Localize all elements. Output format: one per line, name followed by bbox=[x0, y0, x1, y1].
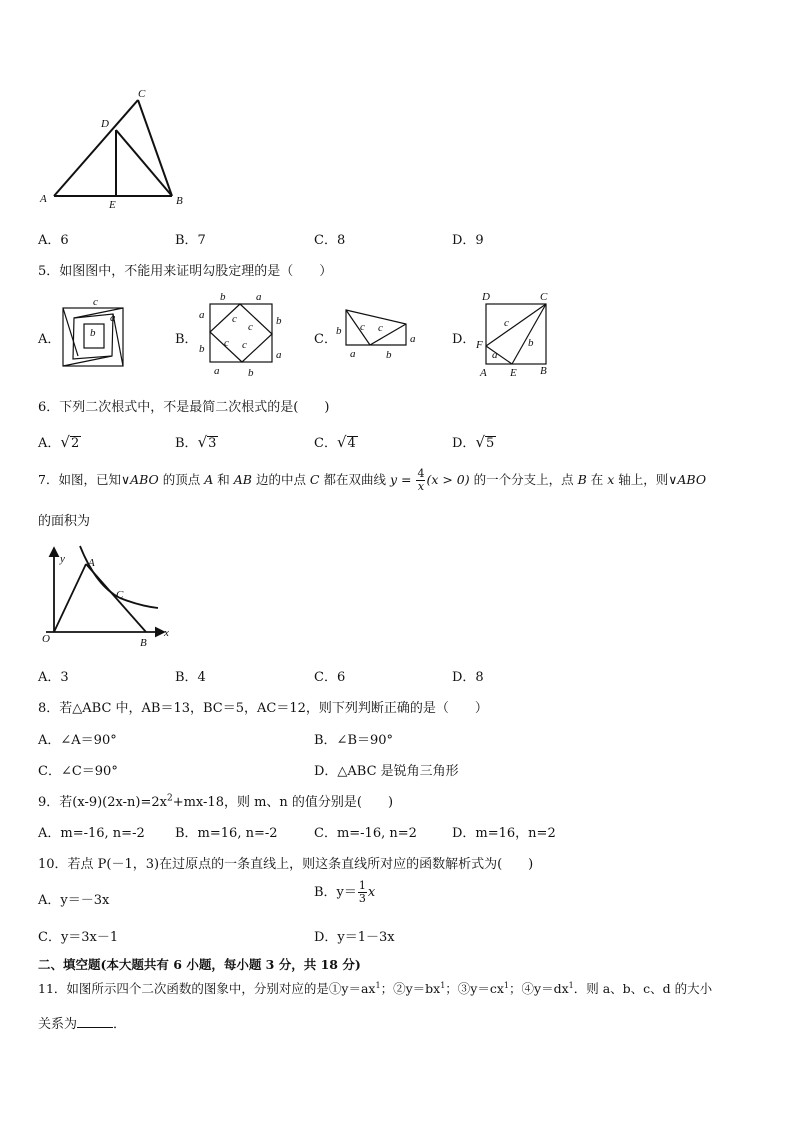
q6-option-c-radicand: 4 bbox=[347, 436, 356, 451]
q7-text-1: 7．如图，已知∨ bbox=[38, 472, 131, 487]
q6-option-b-letter: B． bbox=[175, 436, 198, 451]
q9-option-a[interactable]: A．m=-16, n=-2 bbox=[38, 826, 145, 841]
q9-stem-post: +mx-18，则 m、n 的值分别是( ) bbox=[172, 795, 394, 810]
q9-stem bbox=[38, 791, 393, 810]
q11-text-1: 11．如图所示四个二次函数的图象中，分别对应的是①y＝ax bbox=[38, 981, 376, 996]
q9-option-b[interactable]: B．m=16, n=-2 bbox=[175, 826, 278, 841]
q4-option-b[interactable]: B．7 bbox=[175, 233, 206, 248]
q10-option-a[interactable]: A．y＝－3x bbox=[38, 893, 110, 908]
q5d-label-e: E bbox=[510, 367, 517, 379]
q9-option-c[interactable]: C．m=-16, n=2 bbox=[314, 826, 417, 841]
sqrt-icon: √ bbox=[197, 433, 208, 451]
q11-sup-3: 1 bbox=[503, 980, 510, 990]
q10-option-b-pre: B．y＝ bbox=[314, 885, 357, 900]
q5c-label-c2: c bbox=[378, 322, 383, 334]
q8-option-a[interactable]: A．∠A＝90° bbox=[38, 733, 117, 748]
q7-abo-2: ABO bbox=[677, 472, 707, 487]
q10-option-b-fraction bbox=[358, 880, 367, 905]
q5-option-d[interactable]: D． bbox=[452, 332, 476, 347]
q8-stem: 8．若△ABC 中，AB＝13，BC＝5，AC＝12，则下列判断正确的是（ ） bbox=[38, 701, 488, 716]
q6-option-a[interactable] bbox=[38, 432, 81, 451]
q7-text-2: 的顶点 bbox=[158, 472, 205, 487]
q5b-label-right-a: a bbox=[276, 349, 282, 361]
q7-x: x bbox=[607, 472, 615, 487]
q6-option-d-letter: D． bbox=[452, 436, 476, 451]
q7-stem-line2: 的面积为 bbox=[38, 514, 91, 529]
q5-figure-a bbox=[62, 296, 126, 370]
q7-segment-ab: AB bbox=[233, 472, 252, 487]
q10-option-b-post: x bbox=[367, 885, 376, 900]
q5-figure-b bbox=[196, 288, 286, 380]
q6-option-c-letter: C． bbox=[314, 436, 337, 451]
q5-figure-c bbox=[334, 300, 424, 364]
q5d-label-a: a bbox=[492, 349, 498, 361]
q5-option-b[interactable]: B． bbox=[175, 332, 198, 347]
q5c-label-c1: c bbox=[360, 321, 365, 333]
q11-text-5: ．则 a、b、c、d 的大小 bbox=[573, 981, 713, 996]
q7-label-x: x bbox=[164, 627, 169, 639]
q6-option-b[interactable] bbox=[175, 432, 218, 451]
q10-option-b[interactable] bbox=[314, 880, 375, 905]
q8-option-d[interactable]: D．△ABC 是锐角三角形 bbox=[314, 764, 459, 779]
q5a-label-c: c bbox=[93, 296, 98, 308]
q7-point-c: C bbox=[309, 472, 320, 487]
q7-stem-line1 bbox=[38, 468, 706, 493]
q7-frac-den: x bbox=[417, 480, 425, 493]
q7-text-8: 轴上，则∨ bbox=[614, 472, 678, 487]
q10-stem: 10．若点 P(－1，3)在过原点的一条直线上，则这条直线所对应的函数解析式为( ) bbox=[38, 857, 534, 872]
q5b-label-c1: c bbox=[232, 313, 237, 325]
q11-sup-2: 1 bbox=[440, 980, 446, 990]
q6-option-d-radicand: 5 bbox=[486, 436, 495, 451]
q11-text-4: ；④y＝dx bbox=[509, 981, 569, 996]
q7-label-y: y bbox=[60, 553, 65, 565]
q4-option-d[interactable]: D．9 bbox=[452, 233, 484, 248]
q7-condition: (x > 0) bbox=[426, 472, 470, 487]
q7-point-a: A bbox=[204, 472, 214, 487]
q7-option-d[interactable]: D．8 bbox=[452, 670, 484, 685]
q5d-label-b-point: B bbox=[540, 365, 547, 377]
q8-option-b[interactable]: B．∠B＝90° bbox=[314, 733, 394, 748]
q5c-label-b-bottom: b bbox=[386, 349, 392, 361]
q5b-label-bottom-b: b bbox=[248, 367, 254, 379]
q7-text-7: 在 bbox=[586, 472, 608, 487]
q7-hyperbola-figure bbox=[36, 540, 176, 650]
q5b-label-right-b: b bbox=[276, 315, 282, 327]
q7-point-b: B bbox=[577, 472, 587, 487]
q11-stem-line1 bbox=[38, 979, 712, 997]
q5b-label-top-b: b bbox=[220, 291, 226, 303]
q11-sup-4: 1 bbox=[568, 980, 574, 990]
q5-stem: 5．如图图中，不能用来证明勾股定理的是（ ） bbox=[38, 264, 333, 279]
q6-option-d[interactable] bbox=[452, 432, 496, 451]
q7-label-c: C bbox=[116, 589, 124, 601]
q5b-label-left-b: b bbox=[199, 343, 205, 355]
sqrt-icon: √ bbox=[60, 433, 70, 451]
q7-frac-num: 4 bbox=[417, 467, 425, 480]
q6-option-c[interactable] bbox=[314, 432, 358, 451]
q7-option-a[interactable]: A．3 bbox=[38, 670, 69, 685]
q5-option-a[interactable]: A． bbox=[38, 332, 61, 347]
q11-line2-post: ． bbox=[113, 1017, 127, 1032]
q7-text-3: 和 bbox=[213, 472, 234, 487]
q11-line2-pre: 关系为 bbox=[38, 1017, 78, 1032]
q11-text-3: ；③y＝cx bbox=[445, 981, 504, 996]
q7-text-4: 边的中点 bbox=[251, 472, 310, 487]
q5a-label-b: b bbox=[90, 327, 96, 339]
q5d-label-f: F bbox=[476, 339, 483, 351]
q5d-label-c-point: C bbox=[540, 291, 548, 303]
sqrt-icon: √ bbox=[475, 433, 485, 451]
q5d-label-d: D bbox=[482, 291, 490, 303]
q5-figure-d bbox=[474, 288, 560, 380]
q4-triangle-figure bbox=[38, 86, 198, 211]
q10-frac-num: 1 bbox=[358, 879, 366, 892]
section-2-heading: 二、填空题(本大题共有 6 小题，每小题 3 分，共 18 分) bbox=[38, 957, 361, 972]
q10-option-d[interactable]: D．y＝1－3x bbox=[314, 930, 395, 945]
q7-abo-1: ABO bbox=[130, 472, 159, 487]
q7-fraction bbox=[416, 468, 425, 493]
q9-stem-pre: 9．若(x-9)(2x-n)=2x bbox=[38, 795, 167, 810]
q5b-label-c3: c bbox=[224, 337, 229, 349]
q4-label-c: C bbox=[138, 88, 146, 100]
q10-option-c[interactable]: C．y＝3x－1 bbox=[38, 930, 119, 945]
q4-label-d: D bbox=[101, 118, 109, 130]
q5-option-c[interactable]: C． bbox=[314, 332, 337, 347]
q7-text-5: 都在双曲线 bbox=[319, 472, 390, 487]
q5d-label-b: b bbox=[528, 337, 534, 349]
q6-option-a-letter: A． bbox=[38, 436, 61, 451]
q7-label-o: O bbox=[42, 633, 50, 645]
q7-text-6: 的一个分支上，点 bbox=[469, 472, 578, 487]
q4-option-c[interactable]: C．8 bbox=[314, 233, 346, 248]
q7-option-b[interactable]: B．4 bbox=[175, 670, 206, 685]
q11-stem-line2 bbox=[38, 1013, 126, 1032]
q11-text-2: ；②y＝bx bbox=[380, 981, 441, 996]
q5d-label-c: c bbox=[504, 317, 509, 329]
q5c-label-a-bottom: a bbox=[350, 348, 356, 360]
sqrt-icon: √ bbox=[336, 433, 347, 451]
q7-label-b: B bbox=[140, 637, 147, 649]
q4-label-b: B bbox=[176, 195, 183, 207]
q6-option-b-radicand: 3 bbox=[208, 436, 217, 451]
q5b-label-top-a: a bbox=[256, 291, 262, 303]
q5d-label-a-point: A bbox=[480, 367, 487, 379]
q11-sup-1: 1 bbox=[375, 980, 381, 990]
q9-superscript: 2 bbox=[166, 793, 173, 804]
q6-option-a-radicand: 2 bbox=[70, 436, 80, 451]
q5b-label-left-a: a bbox=[199, 309, 205, 321]
q7-label-a: A bbox=[88, 557, 95, 569]
q7-y: y bbox=[389, 472, 398, 487]
q8-option-c[interactable]: C．∠C＝90° bbox=[38, 764, 118, 779]
q5c-label-b: b bbox=[336, 325, 342, 337]
q4-label-a: A bbox=[40, 193, 47, 205]
q10-frac-den: 3 bbox=[358, 892, 366, 905]
q11-answer-blank[interactable] bbox=[77, 1015, 113, 1028]
q5a-label-a: a bbox=[110, 312, 116, 324]
q7-option-c[interactable]: C．6 bbox=[314, 670, 346, 685]
q7-eq: = bbox=[397, 472, 416, 487]
q4-option-a[interactable]: A．6 bbox=[38, 233, 69, 248]
q9-option-d[interactable]: D．m=16，n=2 bbox=[452, 826, 556, 841]
q5b-label-bottom-a: a bbox=[214, 365, 220, 377]
q5b-label-c2: c bbox=[248, 321, 253, 333]
q6-stem: 6．下列二次根式中，不是最简二次根式的是( ) bbox=[38, 400, 330, 415]
q4-label-e: E bbox=[109, 199, 116, 211]
q5b-label-c4: c bbox=[242, 339, 247, 351]
q5c-label-a-right: a bbox=[410, 333, 416, 345]
